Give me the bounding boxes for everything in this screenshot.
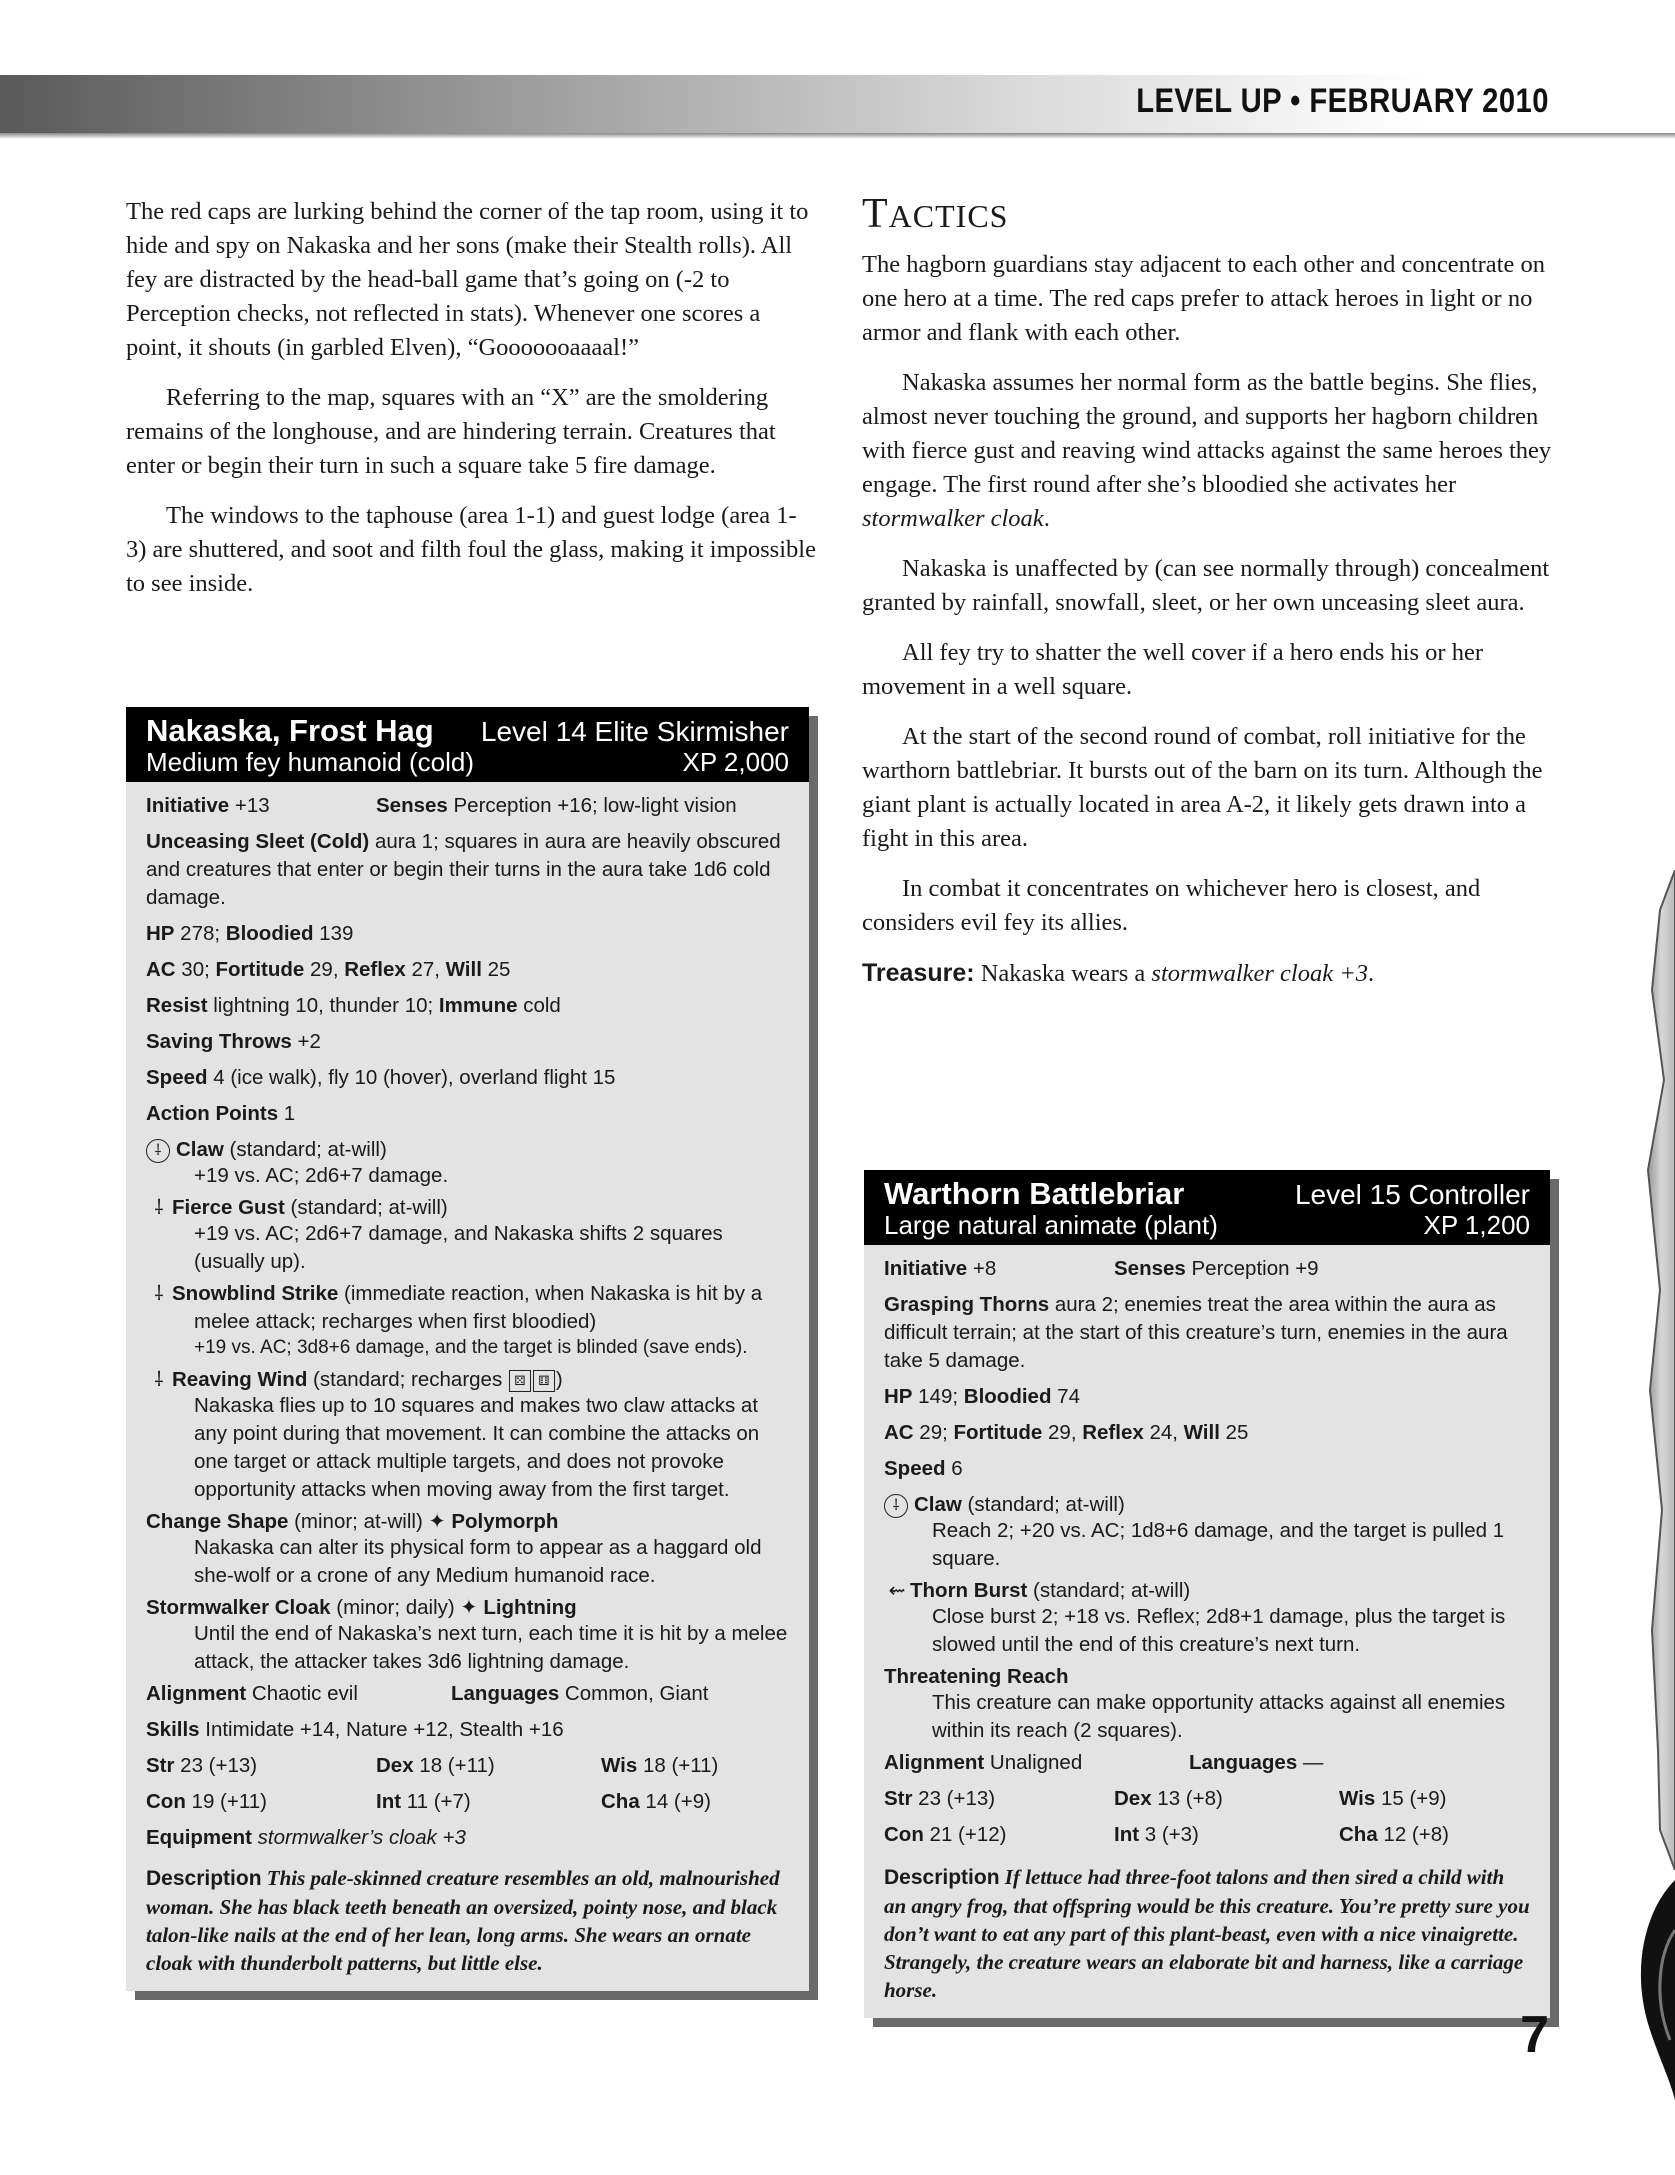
stat-block-body <box>126 782 809 1991</box>
power-fierce-gust: ⸸ Fierce Gust (standard; at-will) +19 vs. AC; 2d6+7 damage, and Nakaska shifts 2 squares (usually up). <box>146 1194 789 1276</box>
monster-name: Nakaska, Frost Hag <box>146 713 434 748</box>
paragraph: The hagborn guardians stay adjacent to each other and concentrate on one hero at a time. The red caps prefer to attack heroes in light or no armor and flank with each other. <box>862 251 1545 346</box>
paragraph: All fey try to shatter the well cover if a hero ends his or her movement in a well square. <box>862 639 1484 700</box>
description: Description If lettuce had three-foot talons and then sired a child with an angry frog, that offspring would be this creature. You’re pretty sure you don’t want to eat any part of this plant-beast, even with a nice vinaigrette. Strangely, the creature wears an elaborate bit and harness, like a carriage horse. <box>884 1865 1530 2002</box>
stat-block-header <box>126 707 809 782</box>
paragraph: The red caps are lurking behind the corner of the tap room, using it to hide and spy on Nakaska and her sons (make their Stealth rolls). All fey are distracted by the head-ball game that’s going on (-2 to Perception checks, not reflected in stats). Whenever one scores a point, it shouts (in garbled Elven), “Gooooooaaaal!” <box>126 198 809 361</box>
monster-level: Level 15 Controller <box>1294 1179 1530 1210</box>
defenses-line: AC 30; Fortitude 29, Reflex 27, Will 25 <box>146 958 511 981</box>
saving-throws-line: Saving Throws +2 <box>146 1030 321 1053</box>
monster-xp: XP 1,200 <box>1423 1210 1530 1240</box>
page-number: 7 <box>1520 2006 1549 2064</box>
defenses-line: AC 29; Fortitude 29, Reflex 24, Will 25 <box>884 1421 1249 1444</box>
paragraph: The windows to the taphouse (area 1-1) and guest lodge (area 1-3) are shuttered, and soot and filth foul the glass, making it impossible to see inside. <box>126 502 816 597</box>
power-snowblind-strike: ⸸ Snowblind Strike (immediate reaction, when Nakaska is hit by a melee attack; recharges when first bloodied) +19 vs. AC; 3d8+6 damage, and the target is blinded (save ends). <box>146 1280 789 1362</box>
melee-attack-icon: ⸸ <box>154 1283 164 1305</box>
monster-name: Warthorn Battlebriar <box>884 1176 1185 1211</box>
ability-scores-row: Con 19 (+11) Int 11 (+7) Cha 14 (+9) <box>146 1790 711 1813</box>
hp-line: HP 278; Bloodied 139 <box>146 922 354 945</box>
melee-basic-attack-icon: ⸸ <box>884 1494 908 1518</box>
stat-block-header <box>864 1170 1550 1245</box>
paragraph: At the start of the second round of combat, roll initiative for the warthorn battlebriar. It bursts out of the barn on its turn. Although the giant plant is actually located in area A-2, it likely gets drawn into a fight in this area. <box>862 723 1543 852</box>
alignment-line: Alignment Chaotic evil Languages Common, Giant <box>146 1682 709 1705</box>
paragraph: Nakaska assumes her normal form as the battle begins. She flies, almost never touching the ground, and supports her hagborn children with fierce gust and reaving wind attacks against the same heroes they engage. The first round after she’s bloodied she activates her stormwalker cloak. <box>862 369 1552 532</box>
die-six-icon: ⚅ <box>533 1370 555 1392</box>
initiative-line: Initiative +8 Senses Perception +9 <box>884 1257 1319 1280</box>
power-thorn-burst: ⇜ Thorn Burst (standard; at-will) Close burst 2; +18 vs. Reflex; 2d8+1 damage, plus the target is slowed until the end of this creature’s next turn. <box>884 1577 1530 1659</box>
monster-xp: XP 2,000 <box>682 747 789 777</box>
monster-type: Medium fey humanoid (cold) <box>146 747 475 777</box>
speed-line: Speed 6 <box>884 1457 963 1480</box>
blade-illustration <box>1590 870 1675 2100</box>
power-threatening-reach: Threatening Reach This creature can make opportunity attacks against all enemies within its reach (2 squares). <box>884 1665 1506 1742</box>
header-shadow <box>0 133 1675 139</box>
aura-line: Unceasing Sleet (Cold) aura 1; squares in aura are heavily obscured and creatures that enter or begin their turns in the aura take 1d6 cold damage. <box>146 830 781 909</box>
equipment-line: Equipment stormwalker’s cloak +3 <box>146 1826 466 1849</box>
power-change-shape: Change Shape (minor; at-will) ✦ Polymorph Nakaska can alter its physical form to appear as a haggard old she-wolf or a crone of any Medium humanoid race. <box>146 1510 762 1587</box>
ability-scores-row: Con 21 (+12) Int 3 (+3) Cha 12 (+8) <box>884 1823 1449 1846</box>
close-burst-icon: ⇜ <box>888 1580 906 1602</box>
stat-block-nakaska <box>126 707 809 1991</box>
stat-block-body <box>864 1245 1550 2018</box>
power-claw: ⸸ Claw (standard; at-will) +19 vs. AC; 2d6+7 damage. <box>146 1136 789 1190</box>
melee-basic-attack-icon: ⸸ <box>146 1139 170 1163</box>
paragraph: Referring to the map, squares with an “X” are the smoldering remains of the longhouse, and are hindering terrain. Creatures that enter or begin their turn in such a square take 5 fire damage. <box>126 384 776 479</box>
resist-line: Resist lightning 10, thunder 10; Immune cold <box>146 994 561 1017</box>
ability-scores-row: Str 23 (+13) Dex 18 (+11) Wis 18 (+11) <box>146 1754 719 1777</box>
paragraph: In combat it concentrates on whichever hero is closest, and considers evil fey its allies. <box>862 875 1481 936</box>
alignment-line: Alignment Unaligned Languages — <box>884 1751 1324 1774</box>
header-title: LEVEL UP • FEBRUARY 2010 <box>1136 82 1549 120</box>
power-stormwalker-cloak: Stormwalker Cloak (minor; daily) ✦ Lightning Until the end of Nakaska’s next turn, each time it is hit by a melee attack, the attacker takes 3d6 lightning damage. <box>146 1596 788 1673</box>
action-points-line: Action Points 1 <box>146 1102 296 1125</box>
power-reaving-wind: ⸸ Reaving Wind (standard; recharges ⚄ ⚅ ) Nakaska flies up to 10 squares and makes two claw attacks at any point during that movement. It can combine the attacks on one target or attack multiple targets, and does not provoke opportunity attacks when moving away from the first target. <box>146 1366 789 1504</box>
melee-attack-icon: ⸸ <box>154 1369 164 1391</box>
melee-attack-icon: ⸸ <box>154 1197 164 1219</box>
skills-line: Skills Intimidate +14, Nature +12, Stealth +16 <box>146 1718 564 1741</box>
stat-block-warthorn <box>864 1170 1550 2018</box>
initiative-line: Initiative +13 Senses Perception +16; low-light vision <box>146 794 737 817</box>
hp-line: HP 149; Bloodied 74 <box>884 1385 1080 1408</box>
aura-line: Grasping Thorns aura 2; enemies treat the area within the aura as difficult terrain; at the start of this creature’s turn, enemies in the aura take 5 damage. <box>884 1293 1508 1372</box>
monster-level: Level 14 Elite Skirmisher <box>480 716 789 747</box>
paragraph: Nakaska is unaffected by (can see normally through) concealment granted by rainfall, snowfall, sleet, or her own unceasing sleet aura. <box>862 555 1550 616</box>
left-column <box>126 195 816 617</box>
monster-type: Large natural animate (plant) <box>884 1210 1218 1240</box>
section-heading-tactics: TACTICS <box>862 191 1009 237</box>
right-column <box>862 190 1552 1007</box>
power-claw: ⸸ Claw (standard; at-will) Reach 2; +20 vs. AC; 1d8+6 damage, and the target is pulled 1 square. <box>884 1491 1530 1573</box>
die-five-icon: ⚄ <box>509 1370 531 1392</box>
ability-scores-row: Str 23 (+13) Dex 13 (+8) Wis 15 (+9) <box>884 1787 1447 1810</box>
description: Description This pale-skinned creature resembles an old, malnourished woman. She has black teeth beneath an oversized, pointy nose, and black talon-like nails at the end of her lean, long arms. She wears an ornate cloak with thunderbolt patterns, but little else. <box>146 1866 780 1975</box>
treasure-line: Treasure: Nakaska wears a stormwalker cloak +3. <box>862 959 1375 987</box>
speed-line: Speed 4 (ice walk), fly 10 (hover), overland flight 15 <box>146 1066 616 1089</box>
